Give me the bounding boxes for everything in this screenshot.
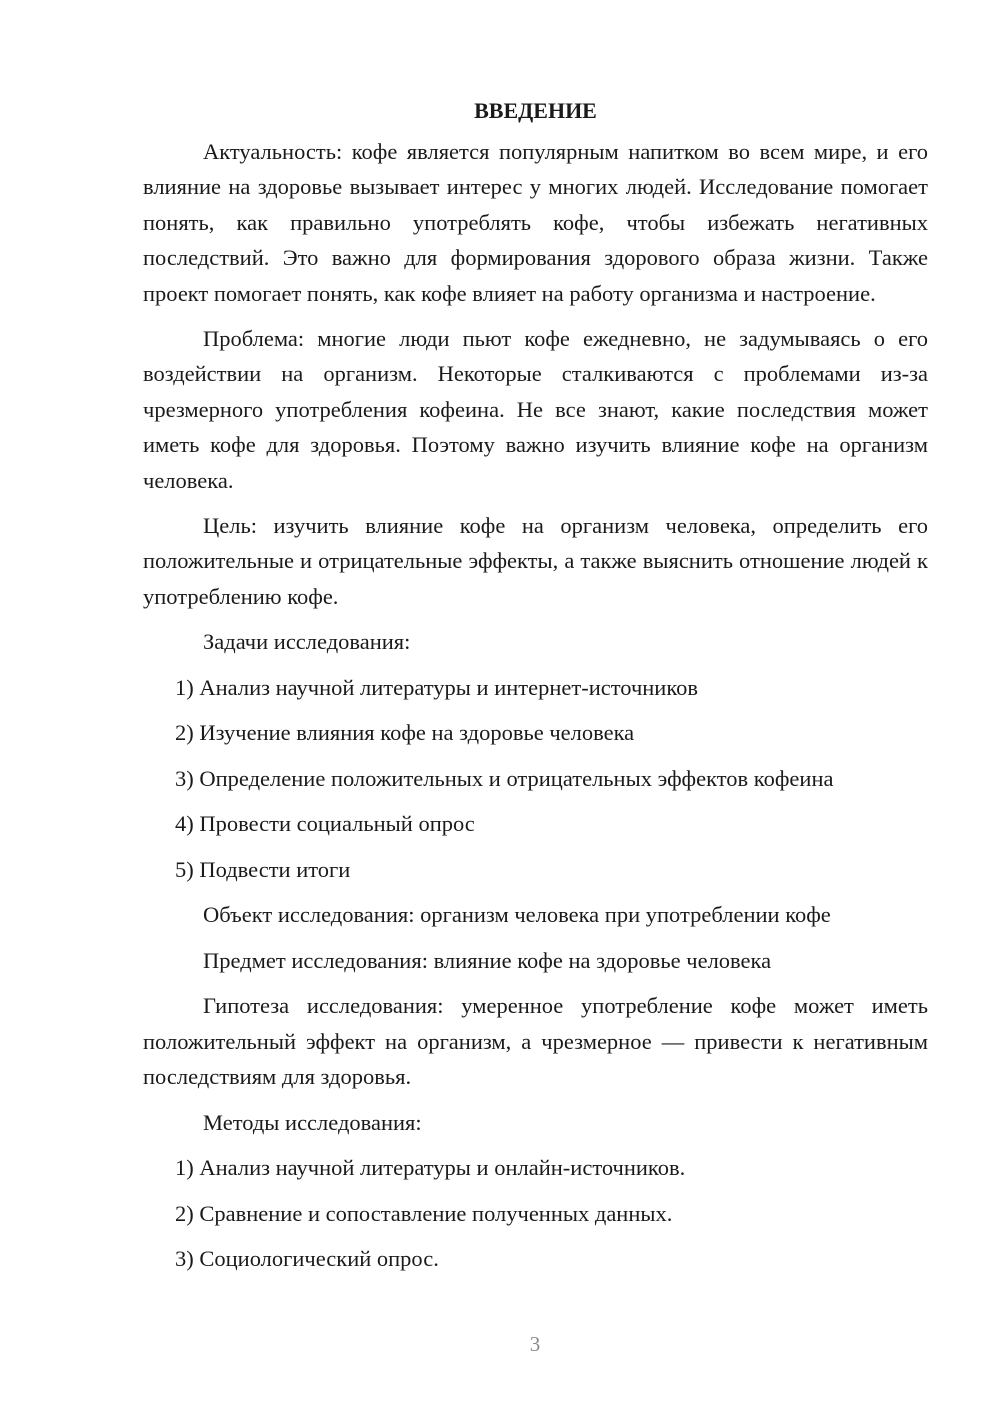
- page-number: 3: [529, 1332, 541, 1356]
- problem-paragraph: Проблема: многие люди пьют кофе ежедневно, не задумываясь о его воздействии на организм. Некоторые сталкиваются с проблемами из-за чрезмерного употребления кофеина. Не все знают, какие последствия может иметь кофе для здоровья. Поэтому важно изучить влияние кофе на организм человека.: [143, 326, 928, 493]
- object-paragraph: Объект исследования: организм человека при употреблении кофе: [203, 902, 831, 928]
- list-item: 3) Социологический опрос.: [175, 1246, 439, 1271]
- tasks-list: [143, 670, 928, 898]
- hypothesis-paragraph: Гипотеза исследования: умеренное употребление кофе может иметь положительный эффект на организм, а чрезмерное — привести к негативным последствиям для здоровья.: [143, 993, 928, 1090]
- goal-paragraph: Цель: изучить влияние кофе на организм человека, определить его положительные и отрицательные эффекты, а также выяснить отношение людей к употреблению кофе.: [143, 513, 928, 609]
- methods-list: [143, 1150, 928, 1287]
- list-item: 4) Провести социальный опрос: [175, 811, 475, 837]
- list-item: 2) Сравнение и сопоставление полученных данных.: [175, 1200, 673, 1226]
- list-item: 1) Анализ научной литературы и интернет-источников: [175, 674, 699, 700]
- document-page: [143, 96, 928, 1287]
- section-heading: ВВЕДЕНИЕ: [474, 98, 597, 123]
- relevance-paragraph: Актуальность: кофе является популярным напитком во всем мире, и его влияние на здоровье вызывает интерес у многих людей. Исследование помогает понять, как правильно употреблять кофе, чтобы избежать негативных последствий. Это важно для формирования здорового образа жизни. Также проект помогает понять, как кофе влияет на работу организма и настроение.: [143, 139, 928, 306]
- list-item: 1) Анализ научной литературы и онлайн-источников.: [175, 1155, 686, 1180]
- list-item: 2) Изучение влияния кофе на здоровье человека: [175, 720, 635, 746]
- subject-paragraph: Предмет исследования: влияние кофе на здоровье человека: [203, 947, 772, 973]
- methods-label: Методы исследования:: [203, 1109, 422, 1135]
- list-item: 3) Определение положительных и отрицательных эффектов кофеина: [175, 765, 834, 791]
- list-item: 5) Подвести итоги: [175, 856, 351, 882]
- tasks-label: Задачи исследования:: [203, 629, 411, 655]
